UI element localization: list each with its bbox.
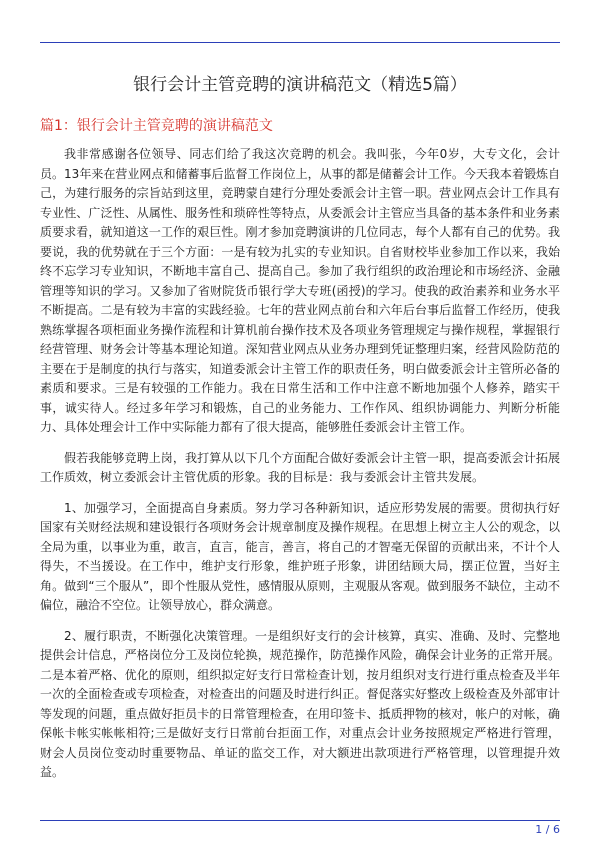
paragraph: 2、履行职责，不断强化决策管理。一是组织好支行的会计核算，真实、准确、及时、完整地提供会计信息，严格岗位分工及岗位轮换，规范操作，防范操作风险，确保会计业务的正常开展。二是本着严格、优化的原则，组织拟定好支行日常检查计划，按月组织对支行进行重点检查及半年一次的全面检查或专项检查，对检查出的问题及时进行纠正。督促落实好整改上级检查及外部审计等发现的问题，重点做好拒员卡的日常管理检查，在用印签卡、抵质押物的核对，帐户的对帐，确保帐卡帐实帐帐相符;三是做好支行日常前台拒面工作，对重点会计业务按照规定严格进行管理，财会人员岗位变动时重要物品、单证的监交工作，对大额进出款项进行严格管理，以管理提升效益。	[40, 628, 560, 779]
paragraph: 我非常感谢各位领导、同志们给了我这次竞聘的机会。我叫张，今年0岁，大专文化，会计员。13年来在营业网点和储蓄事后监督工作岗位上，从事的都是储蓄会计工作。今天我本着锻炼自己，为建行服务的宗旨站到这里，竞聘蒙自建行分理处委派会计主管一职。营业网点会计工作具有专业性、广泛性、从属性、服务性和琐碎性等特点，从委派会计主管应当具备的基本条件和业务素质要求看，就知道这一工作的艰巨性。刚才参加竞聘演讲的几位同志，每个人都有自己的优势。我要说，我的优势就在于三个方面：一是有较为扎实的专业知识。自省财校毕业参加工作以来，我始终不忘学习专业知识，不断地丰富自己、提高自己。参加了我行组织的政治理论和市场经济、金融管理等知识的学习。又参加了省财院货币银行学大专班(函授)的学习。使我的政治素养和业务水平不断提高。二是有较为丰富的实践经验。七年的营业网点前台和六年后台事后监督工作经历，使我熟练掌握各项柜面业务操作流程和计算机前台操作技术及各项业务管理规定与操作规程，掌握银行经营管理、财务会计等基本理论知道。深知营业网点从业务办理到凭证整理归案，经营风险防范的主要在于是制度的执行与落实，知道委派会计主管工作的职责任务，明白做委派会计主管所必备的素质和要求。三是有较强的工作能力。我在日常生活和工作中注意不断地加强个人修养，踏实干事，诚实待人。经过多年学习和锻炼，自己的业务能力、工作作风、组织协调能力、判断分析能力、具体处理会计工作中实际能力都有了很大提高，能够胜任委派会计主管工作。	[40, 147, 560, 434]
section-heading: 篇1：银行会计主管竞聘的演讲稿范文	[40, 118, 273, 134]
paragraph: 假若我能够竞聘上岗，我打算从以下几个方面配合做好委派会计主管一职，提高委派会计拓展工作质效，树立委派会计主管优质的形象。我的目标是：我与委派会计主管共发展。	[40, 450, 560, 484]
document-title: 银行会计主管竞聘的演讲稿范文（精选5篇）	[133, 75, 467, 95]
paragraph: 1、加强学习，全面提高自身素质。努力学习各种新知识，适应形势发展的需要。贯彻执行好国家有关财经法规和建设银行各项财务会计规章制度及操作规程。在思想上树立主人公的观念，以全局为重，以事业为重，敢言，直言，能言，善言，将自己的才智毫无保留的贡献出来，不计个人得失，不当援设。在工作中，维护支行形象，维护班子形象，讲团结顾大局，摆正位置，当好主角。做到“三个服从”，即个性服从党性，感情服从原则，主观服从客观。做到服务不缺位，主动不偏位，融洽不空位。让领导放心，群众满意。	[40, 500, 560, 612]
footer-rule	[40, 820, 560, 821]
header-rule	[40, 42, 560, 43]
page-number: 1 / 6	[535, 823, 560, 836]
body-text	[40, 145, 560, 794]
